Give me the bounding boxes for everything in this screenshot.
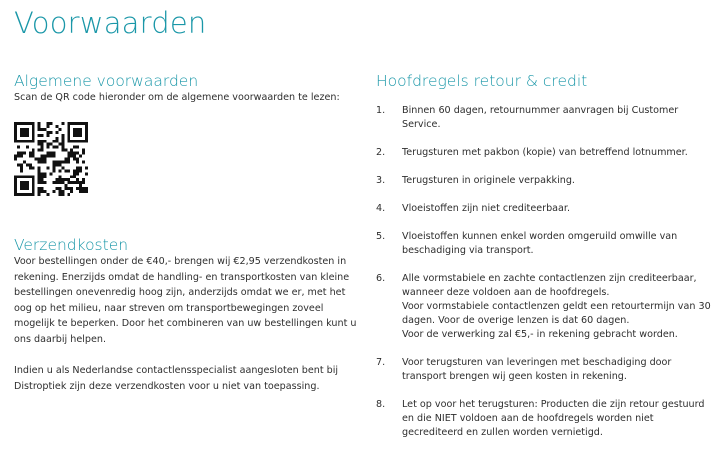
list-item-line: Terugsturen met pakbon (kopie) van betreffend lotnummer.: [402, 147, 688, 158]
list-item-text: [402, 104, 712, 132]
list-item-text: [402, 356, 712, 384]
list-item-text: [402, 174, 712, 188]
list-item-line: Voor vormstabiele contactlenzen geldt een retourtermijn van 30 dagen. Voor de overige lenzen is dat 60 dagen.: [402, 301, 711, 326]
list-item: [376, 202, 712, 216]
shipping-section: [14, 236, 359, 394]
list-item: [376, 104, 712, 132]
list-item-number: 1.: [376, 105, 386, 116]
list-item-number: 8.: [376, 399, 386, 410]
list-item-line: Vloeistoffen zijn niet crediteerbaar.: [402, 203, 571, 214]
returns-heading: Hoofdregels retour & credit: [376, 72, 588, 90]
list-item-number: 4.: [376, 203, 386, 214]
shipping-heading: Verzendkosten: [14, 236, 129, 254]
returns-section: [376, 72, 712, 440]
list-item-text: [402, 398, 712, 440]
list-item-line: Voor de verwerking zal €5,- in rekening gebracht worden.: [402, 329, 678, 340]
shipping-paragraph-2: Indien u als Nederlandse contactlensspecialist aangesloten bent bij Distroptiek zijn deze verzendkosten voor u niet van toepassing.: [14, 365, 339, 392]
list-item-line: Alle vormstabiele en zachte contactlenzen zijn crediteerbaar, wanneer deze voldoen aan de hoofdregels.: [402, 273, 697, 298]
list-item-text: [402, 272, 712, 342]
list-item-text: [402, 230, 712, 258]
returns-list: [376, 104, 712, 440]
list-item-line: Let op voor het terugsturen: Producten die zijn retour gestuurd en die NIET voldoen aan de hoofdregels worden niet gecrediteerd en zullen worden vernietigd.: [402, 399, 705, 438]
list-item-number: 6.: [376, 273, 386, 284]
list-item-text: [402, 146, 712, 160]
list-item-line: Voor terugsturen van leveringen met beschadiging door transport brengen wij geen kosten in rekening.: [402, 357, 672, 382]
shipping-paragraph-1: Voor bestellingen onder de €40,- brengen wij €2,95 verzendkosten in rekening. Enerzijds omdat de handling- en transportkosten van kleine bestellingen onevenredig hoog zijn, anderzijds omdat we er, met het oog op het milieu, naar streven om transportbewegingen zoveel mogelijk te beperken. Door het combineren van uw bestellingen kunt u ons daarbij helpen.: [14, 256, 357, 345]
list-item-line: Vloeistoffen kunnen enkel worden omgeruild omwille van beschadiging via transport.: [402, 231, 678, 256]
list-item-number: 2.: [376, 147, 386, 158]
list-item: [376, 230, 712, 258]
list-item: [376, 398, 712, 440]
list-item-number: 5.: [376, 231, 386, 242]
list-item: [376, 356, 712, 384]
general-terms-text: Scan de QR code hieronder om de algemene voorwaarden te lezen:: [14, 92, 340, 103]
list-item-text: [402, 202, 712, 216]
general-terms-heading: Algemene voorwaarden: [14, 72, 199, 90]
list-item: [376, 146, 712, 160]
list-item-number: 7.: [376, 357, 386, 368]
general-terms-section: [14, 72, 359, 106]
qr-code-icon[interactable]: [14, 122, 88, 196]
list-item-line: Binnen 60 dagen, retournummer aanvragen bij Customer Service.: [402, 105, 679, 130]
list-item-line: Terugsturen in originele verpakking.: [402, 175, 575, 186]
list-item-number: 3.: [376, 175, 386, 186]
list-item: [376, 174, 712, 188]
page-title: Voorwaarden: [14, 6, 207, 40]
list-item: [376, 272, 712, 342]
